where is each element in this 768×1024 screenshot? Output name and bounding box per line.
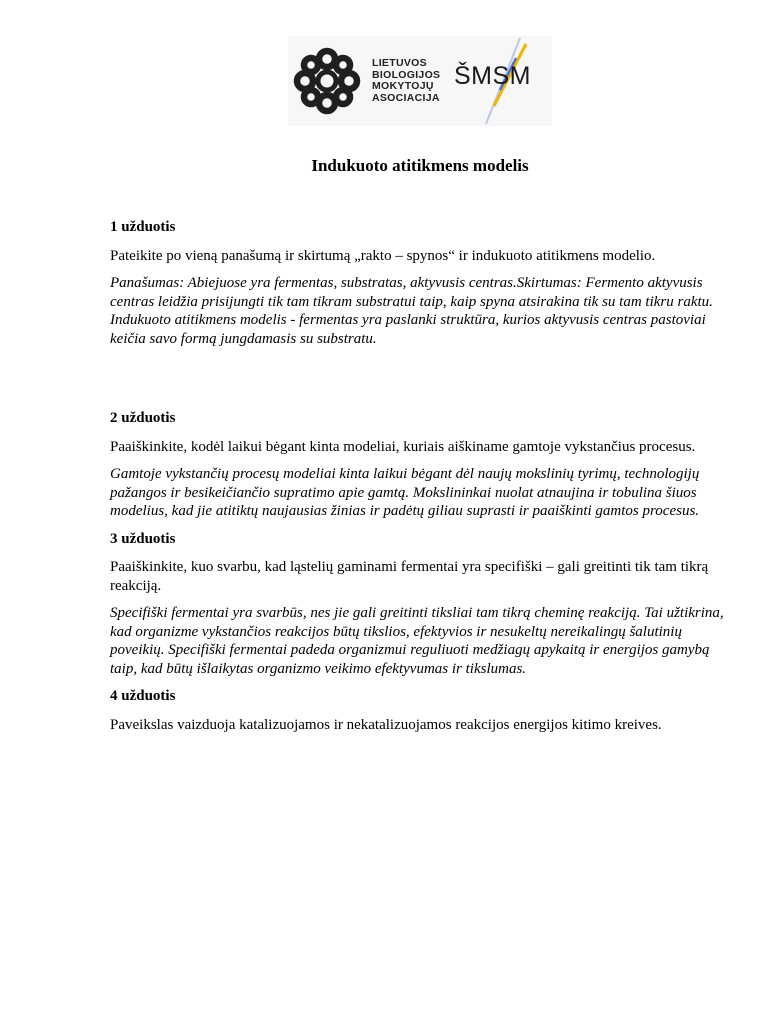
spacer (110, 357, 730, 409)
task-question: Paaiškinkite, kodėl laikui bėgant kinta modeliai, kuriais aiškiname gamtoje vykstančius procesus. (110, 438, 696, 455)
association-name: LIETUVOS BIOLOGIJOS MOKYTOJŲ ASOCIACIJA (372, 57, 441, 104)
task-question: Pateikite po vieną panašumą ir skirtumą „rakto – spynos“ ir indukuoto atitikmens modelio. (110, 247, 656, 264)
task-title: 4 užduotis (110, 688, 176, 704)
task-4 (110, 687, 730, 734)
task-1 (110, 218, 730, 348)
task-3 (110, 530, 730, 679)
task-answer: Specifiški fermentai yra svarbūs, nes jie gali greitinti tiksliai tam tikrą cheminę reakciją. Tai užtikrina, kad organizme vykstančios reakcijos būtų tikslios, efektyvios ir nesukeltų nereikalingų šalutinių poveikių. Specifiški fermentai padeda organizmui reguliuoti medžiagų apykaitą ir energijos gamybą taip, kad būtų išlaikytas organizmo veikimo efektyvumas ir tikslumas. (110, 605, 724, 677)
task-title: 2 užduotis (110, 410, 176, 426)
task-question: Paaiškinkite, kuo svarbu, kad ląstelių gaminami fermentai yra specifiški – gali greitinti tik tam tikrą reakciją. (110, 559, 709, 594)
knot-ornament-icon (292, 46, 362, 116)
task-answer: Panašumas: Abiejuose yra fermentas, substratas, aktyvusis centras.Skirtumas: Fermento aktyvusis centras leidžia prisijungti tik tam tikram substratui taip, kaip spyna atsirakina tik su tam tikru raktu. Indukuoto atitikmens modelis - fermentas yra paslanki struktūra, kurios aktyvusis centras pastoviai keičia savo formą jungdamasis su substratu. (110, 275, 713, 347)
task-2 (110, 409, 730, 521)
task-title: 3 užduotis (110, 530, 176, 547)
document-body (110, 218, 730, 743)
task-title: 1 užduotis (110, 219, 176, 235)
ministry-logo-text: ŠMSM (454, 62, 531, 90)
header-logo (288, 36, 552, 126)
task-question: Paveikslas vaizduoja katalizuojamos ir nekatalizuojamos reakcijos energijos kitimo kreives. (110, 716, 662, 733)
task-answer: Gamtoje vykstančių procesų modeliai kinta laikui bėgant dėl naujų mokslinių tyrimų, technologijų pažangos ir besikeičiančio supratimo apie gamtą. Mokslininkai nuolat atnaujina ir tobulina šiuos modelius, kad jie atitiktų naujausias žinias ir padėtų giliau suprasti ir paaiškinti gamtos procesus. (110, 466, 700, 519)
document-title: Indukuoto atitikmens modelis (311, 156, 529, 175)
